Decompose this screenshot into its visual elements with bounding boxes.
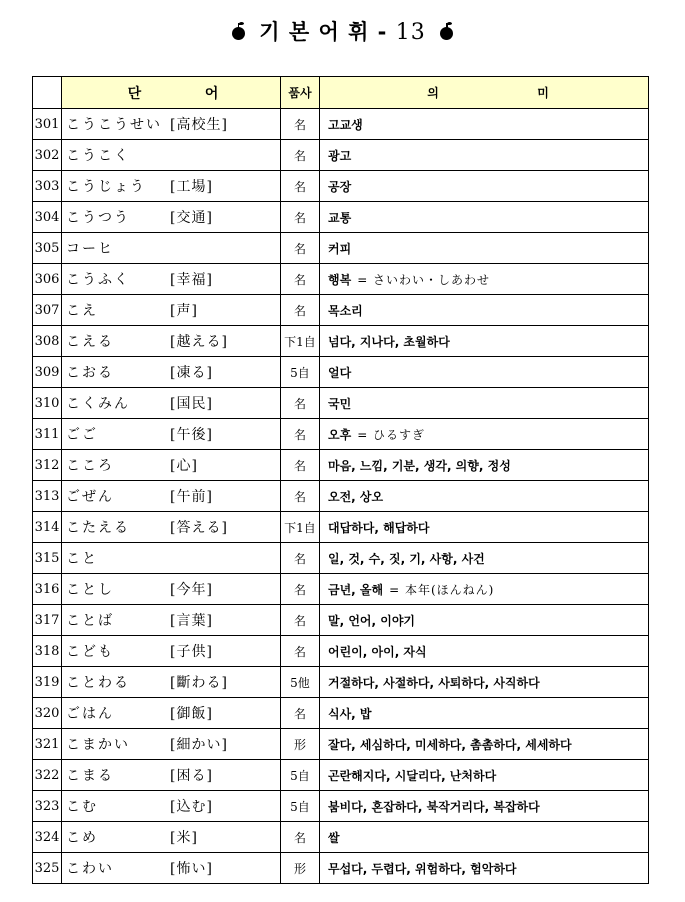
part-of-speech: 名 [281,264,320,295]
header-word-right: 어 [204,85,219,102]
meaning-text: 오전, 상오 [328,489,384,504]
word-kana: こめ [66,830,98,846]
table-row [33,109,649,140]
table-row [33,171,649,202]
part-of-speech: 名 [281,822,320,853]
meaning-text: 넘다, 지나다, 초월하다 [328,334,450,349]
row-number: 312 [33,450,62,481]
word-kanji: [子供] [170,644,213,660]
part-of-speech: 下1自 [281,326,320,357]
word-cell [62,450,281,481]
page-title [0,17,685,47]
table-row [33,636,649,667]
meaning-cell [320,450,649,481]
word-cell [62,202,281,233]
meaning-text: 마음, 느낌, 기분, 생각, 의향, 정성 [328,458,511,473]
word-cell [62,636,281,667]
row-number: 318 [33,636,62,667]
word-kanji: [高校生] [170,117,228,133]
word-cell [62,481,281,512]
word-kana: コーヒ [66,241,114,257]
row-number: 320 [33,698,62,729]
word-kana: ことば [66,613,114,629]
word-kanji: [午後] [170,427,213,443]
meaning-cell [320,171,649,202]
row-number: 316 [33,574,62,605]
header-pos: 품사 [281,77,320,109]
part-of-speech: 名 [281,450,320,481]
meaning-cell [320,698,649,729]
word-kanji: [交通] [170,210,213,226]
table-row [33,543,649,574]
part-of-speech: 形 [281,729,320,760]
meaning-extra: = さいわい・しあわせ [357,272,491,287]
meaning-cell [320,729,649,760]
word-kanji: [斷わる] [170,675,228,691]
meaning-cell [320,326,649,357]
part-of-speech: 5自 [281,357,320,388]
word-kana: こわい [66,861,114,877]
part-of-speech: 名 [281,574,320,605]
word-kanji: [困る] [170,768,213,784]
table-row [33,233,649,264]
part-of-speech: 5自 [281,760,320,791]
word-cell [62,295,281,326]
word-kana: ことし [66,582,114,598]
table-row [33,295,649,326]
word-kanji: [御飯] [170,706,213,722]
row-number: 305 [33,233,62,264]
meaning-text: 쌀 [328,830,340,845]
meaning-text: 어린이, 아이, 자식 [328,644,427,659]
row-number: 306 [33,264,62,295]
meaning-cell [320,388,649,419]
meaning-extra: = 本年(ほんねん) [389,582,495,597]
row-number: 321 [33,729,62,760]
row-number: 319 [33,667,62,698]
meaning-cell [320,419,649,450]
meaning-cell [320,543,649,574]
table-row [33,729,649,760]
word-kanji: [米] [170,830,198,846]
word-cell [62,264,281,295]
word-kanji: [声] [170,303,198,319]
part-of-speech: 形 [281,853,320,884]
part-of-speech: 名 [281,202,320,233]
word-cell [62,512,281,543]
word-cell [62,791,281,822]
row-number: 323 [33,791,62,822]
part-of-speech: 5自 [281,791,320,822]
meaning-cell [320,140,649,171]
word-kana: こまかい [66,737,130,753]
meaning-text: 붐비다, 혼잡하다, 북작거리다, 복잡하다 [328,799,540,814]
row-number: 311 [33,419,62,450]
row-number: 309 [33,357,62,388]
word-kanji: [今年] [170,582,213,598]
word-cell [62,388,281,419]
meaning-extra: = ひるすぎ [357,427,426,442]
table-row [33,264,649,295]
word-kanji: [午前] [170,489,213,505]
meaning-text: 고교생 [328,117,363,132]
apple-icon [440,27,453,40]
part-of-speech: 名 [281,605,320,636]
meaning-cell [320,202,649,233]
meaning-cell [320,233,649,264]
meaning-text: 곤란해지다, 시달리다, 난처하다 [328,768,497,783]
word-kana: こと [66,551,98,567]
table-row [33,140,649,171]
word-cell [62,760,281,791]
part-of-speech: 名 [281,636,320,667]
meaning-cell [320,667,649,698]
word-kana: ごぜん [66,489,114,505]
word-kana: こまる [66,768,114,784]
word-kana: こむ [66,799,98,815]
row-number: 302 [33,140,62,171]
meaning-cell [320,853,649,884]
meaning-cell [320,109,649,140]
meaning-text: 잘다, 세심하다, 미세하다, 촘촘하다, 세세하다 [328,737,572,752]
word-cell [62,357,281,388]
word-kanji: [答える] [170,520,228,536]
header-word-left: 단 [127,85,142,102]
word-cell [62,109,281,140]
row-number: 308 [33,326,62,357]
word-cell [62,698,281,729]
word-cell [62,326,281,357]
word-cell [62,171,281,202]
table-row [33,574,649,605]
row-number: 322 [33,760,62,791]
table-row [33,357,649,388]
part-of-speech: 名 [281,388,320,419]
meaning-text: 국민 [328,396,352,411]
row-number: 303 [33,171,62,202]
part-of-speech: 名 [281,698,320,729]
meaning-text: 식사, 밥 [328,706,372,721]
meaning-text: 얼다 [328,365,352,380]
part-of-speech: 名 [281,295,320,326]
header-meaning-right: 미 [537,86,549,100]
meaning-text: 목소리 [328,303,363,318]
meaning-cell [320,357,649,388]
header-number [33,77,62,109]
table-row [33,791,649,822]
part-of-speech: 名 [281,543,320,574]
meaning-cell [320,760,649,791]
row-number: 325 [33,853,62,884]
word-kanji: [言葉] [170,613,213,629]
meaning-text: 광고 [328,148,352,163]
meaning-text: 거절하다, 사절하다, 사퇴하다, 사직하다 [328,675,540,690]
part-of-speech: 名 [281,109,320,140]
word-kana: こうつう [66,210,130,226]
word-kanji: [国民] [170,396,213,412]
word-kana: こくみん [66,396,130,412]
header-word [62,77,281,109]
word-cell [62,543,281,574]
word-cell [62,419,281,450]
table-row [33,450,649,481]
word-kana: こおる [66,365,114,381]
row-number: 307 [33,295,62,326]
part-of-speech: 名 [281,140,320,171]
table-row [33,605,649,636]
part-of-speech: 名 [281,171,320,202]
row-number: 315 [33,543,62,574]
meaning-cell [320,791,649,822]
word-kana: ごご [66,427,98,443]
word-kana: ことわる [66,675,130,691]
table-row [33,202,649,233]
word-cell [62,574,281,605]
part-of-speech: 名 [281,481,320,512]
meaning-cell [320,605,649,636]
header-meaning [320,77,649,109]
word-cell [62,853,281,884]
meaning-cell [320,512,649,543]
vocabulary-table [32,76,649,884]
page-number: 13 [395,20,426,45]
row-number: 324 [33,822,62,853]
table-row [33,419,649,450]
meaning-text: 대답하다, 해답하다 [328,520,430,535]
word-cell [62,605,281,636]
meaning-text: 커피 [328,241,352,256]
word-kanji: [凍る] [170,365,213,381]
word-kana: こうじょう [66,179,146,195]
part-of-speech: 5他 [281,667,320,698]
meaning-text: 일, 것, 수, 짓, 기, 사항, 사건 [328,551,485,566]
word-kana: こども [66,644,114,660]
word-cell [62,233,281,264]
row-number: 314 [33,512,62,543]
table-row [33,822,649,853]
meaning-cell [320,822,649,853]
word-kana: こうこうせい [66,117,162,133]
word-cell [62,822,281,853]
meaning-text: 공장 [328,179,352,194]
table-row [33,667,649,698]
word-kana: こうこく [66,148,130,164]
part-of-speech: 名 [281,419,320,450]
row-number: 313 [33,481,62,512]
row-number: 301 [33,109,62,140]
meaning-cell [320,636,649,667]
table-row [33,481,649,512]
word-cell [62,729,281,760]
table-row [33,388,649,419]
word-kana: こころ [66,458,114,474]
word-kanji: [工場] [170,179,213,195]
page-title-text: 기 본 어 휘 - [259,20,388,44]
word-kanji: [心] [170,458,198,474]
table-row [33,698,649,729]
table-row [33,326,649,357]
word-cell [62,667,281,698]
meaning-text: 행복 [328,272,352,287]
meaning-text: 말, 언어, 이야기 [328,613,416,628]
part-of-speech: 下1自 [281,512,320,543]
part-of-speech: 名 [281,233,320,264]
header-meaning-left: 의 [427,86,439,100]
word-kana: こえ [66,303,98,319]
word-kanji: [幸福] [170,272,213,288]
table-row [33,853,649,884]
word-cell [62,140,281,171]
table-row [33,512,649,543]
row-number: 310 [33,388,62,419]
meaning-text: 교통 [328,210,352,225]
meaning-cell [320,264,649,295]
word-kana: こえる [66,334,114,350]
word-kanji: [込む] [170,799,213,815]
row-number: 304 [33,202,62,233]
meaning-text: 금년, 올해 [328,582,384,597]
meaning-text: 무섭다, 두렵다, 위험하다, 험악하다 [328,861,517,876]
row-number: 317 [33,605,62,636]
word-kanji: [怖い] [170,861,213,877]
meaning-cell [320,574,649,605]
meaning-cell [320,481,649,512]
word-kanji: [細かい] [170,737,228,753]
table-header-row [33,77,649,109]
apple-icon [232,27,245,40]
table-row [33,760,649,791]
meaning-text: 오후 [328,427,352,442]
word-kana: こたえる [66,520,130,536]
meaning-cell [320,295,649,326]
word-kanji: [越える] [170,334,228,350]
word-kana: こうふく [66,272,130,288]
word-kana: ごはん [66,706,114,722]
